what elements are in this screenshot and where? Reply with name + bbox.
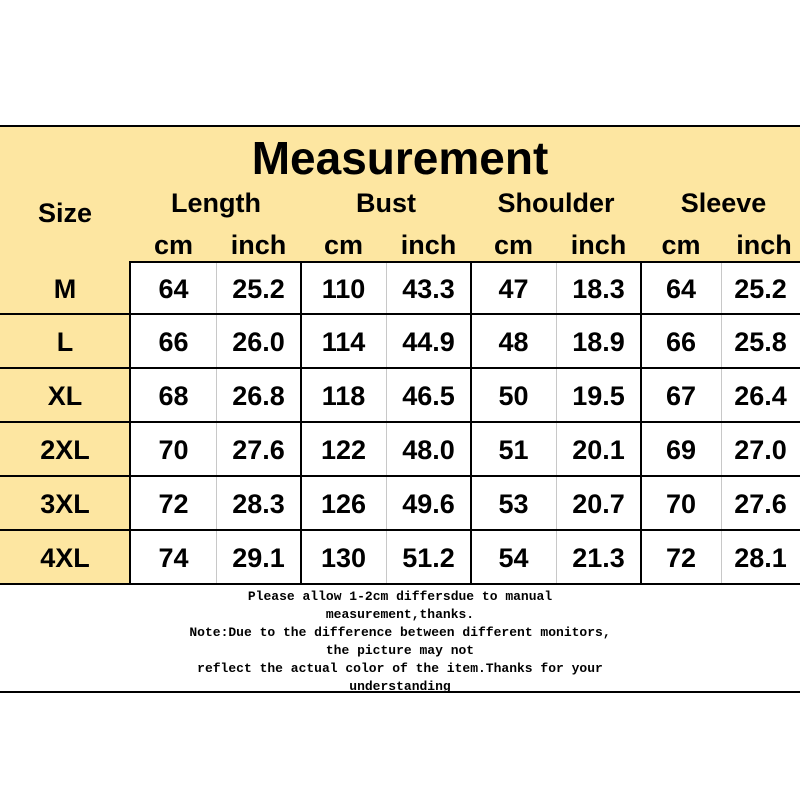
value-cell: 43.3	[402, 274, 455, 304]
size-label: 2XL	[40, 435, 90, 465]
value-cell: 114	[321, 327, 366, 357]
value-cell: 54	[498, 543, 529, 573]
group-header-shoulder: Shoulder	[497, 188, 615, 218]
value-cell: 27.6	[734, 489, 787, 519]
value-cell: 48	[498, 327, 529, 357]
value-cell: 20.7	[572, 489, 625, 519]
value-cell: 21.3	[572, 543, 625, 573]
size-label: 3XL	[40, 489, 90, 519]
value-cell: 27.6	[232, 435, 285, 465]
value-cell: 64	[665, 274, 697, 304]
value-cell: 70	[665, 489, 697, 519]
value-cell: 74	[158, 543, 189, 573]
chart-title: Measurement	[251, 132, 549, 184]
value-cell: 29.1	[232, 543, 285, 573]
value-cell: 51.2	[402, 543, 455, 573]
value-cell: 110	[321, 274, 366, 304]
value-cell: 68	[158, 381, 189, 411]
value-cell: 72	[665, 543, 697, 573]
value-cell: 25.2	[232, 274, 285, 304]
value-cell: 26.0	[232, 327, 285, 357]
value-cell: 49.6	[402, 489, 455, 519]
value-cell: 18.3	[572, 274, 625, 304]
note-line: the picture may not	[325, 643, 475, 658]
value-cell: 122	[320, 435, 367, 465]
value-cell: 67	[665, 381, 697, 411]
unit-header: cm	[661, 230, 701, 260]
size-chart	[0, 125, 800, 694]
group-header-sleeve: Sleeve	[680, 188, 767, 218]
note-line: Note:Due to the difference between different monitors,	[189, 625, 611, 640]
unit-header: inch	[400, 230, 457, 260]
value-cell: 26.8	[232, 381, 285, 411]
value-cell: 19.5	[572, 381, 625, 411]
disclaimer-note	[0, 587, 800, 693]
group-header-bust: Bust	[356, 188, 416, 218]
size-label: L	[56, 327, 74, 357]
value-cell: 20.1	[572, 435, 625, 465]
value-cell: 69	[665, 435, 697, 465]
value-cell: 130	[320, 543, 367, 573]
value-cell: 51	[498, 435, 529, 465]
table-row	[0, 315, 800, 369]
value-cell: 25.2	[734, 274, 787, 304]
table-row	[0, 477, 800, 531]
value-cell: 18.9	[572, 327, 625, 357]
note-line: Please allow 1-2cm differsdue to manual	[247, 589, 553, 604]
unit-header: inch	[736, 230, 792, 260]
value-cell: 48.0	[402, 435, 455, 465]
value-cell: 72	[158, 489, 189, 519]
value-cell: 47	[498, 274, 529, 304]
value-cell: 28.1	[734, 543, 787, 573]
value-cell: 64	[158, 274, 189, 304]
value-cell: 53	[498, 489, 529, 519]
table-row	[0, 423, 800, 477]
value-cell: 26.4	[734, 381, 787, 411]
table-header	[0, 125, 800, 263]
table-row	[0, 262, 800, 316]
size-column-header: Size	[37, 198, 93, 228]
table-row	[0, 369, 800, 423]
note-line: measurement,thanks.	[325, 607, 475, 622]
value-cell: 27.0	[734, 435, 787, 465]
unit-header: cm	[153, 230, 194, 260]
unit-header: cm	[323, 230, 364, 260]
value-cell: 46.5	[402, 381, 455, 411]
value-cell: 44.9	[402, 327, 455, 357]
value-cell: 126	[320, 489, 367, 519]
unit-header: inch	[230, 230, 287, 260]
group-header-length: Length	[171, 188, 261, 218]
value-cell: 25.8	[734, 327, 787, 357]
unit-header: inch	[570, 230, 627, 260]
value-cell: 70	[158, 435, 189, 465]
size-label: 4XL	[40, 543, 90, 573]
size-label: XL	[47, 381, 83, 411]
table-row	[0, 531, 800, 585]
value-cell: 118	[321, 381, 366, 411]
value-cell: 66	[158, 327, 189, 357]
note-line: reflect the actual color of the item.Thanks for your	[197, 661, 603, 676]
unit-header: cm	[493, 230, 534, 260]
note-line: understanding	[349, 679, 451, 694]
value-cell: 50	[498, 381, 529, 411]
size-label: M	[53, 274, 77, 304]
value-cell: 66	[665, 327, 697, 357]
value-cell: 28.3	[232, 489, 285, 519]
